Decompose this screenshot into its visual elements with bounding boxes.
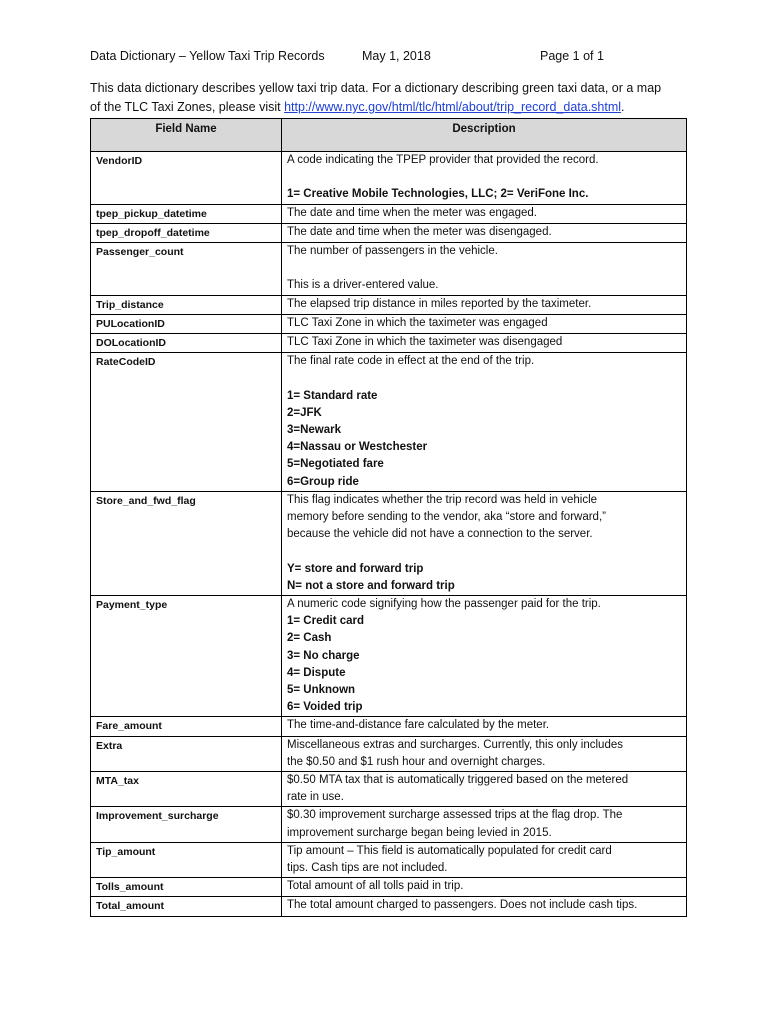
table-row [91,596,687,717]
intro-line-2-suffix: . [621,100,625,114]
description-cell [282,596,687,717]
description-line: The date and time when the meter was disengaged. [287,225,552,238]
description-line: $0.30 improvement surcharge assessed trips at the flag drop. The [287,809,623,822]
description-line: 4= Dispute [287,666,346,679]
description-line: The total amount charged to passengers. Does not include cash tips. [287,899,638,912]
header-description: Description [282,119,687,152]
description-cell [282,878,687,897]
description-line: 1= Standard rate [287,389,378,402]
field-name-cell: Passenger_count [91,243,282,296]
description-line: the $0.50 and $1 rush hour and overnight charges. [287,755,546,768]
field-name-cell: Tolls_amount [91,878,282,897]
description-line: Tip amount – This field is automatically populated for credit card [287,844,612,857]
table-row [91,152,687,205]
table-row [91,204,687,223]
description-line: 5= Unknown [287,684,356,697]
description-line: The elapsed trip distance in miles reported by the taximeter. [287,297,592,310]
description-cell [282,314,687,333]
table-row [91,243,687,296]
description-cell [282,152,687,205]
document-title: Data Dictionary – Yellow Taxi Trip Records [90,49,325,63]
field-name-cell: DOLocationID [91,334,282,353]
table-row [91,223,687,242]
description-line: because the vehicle did not have a connection to the server. [287,528,593,541]
document-date: May 1, 2018 [362,49,431,63]
description-line: 6=Group ride [287,475,359,488]
description-line: 3=Newark [287,424,342,436]
header-field-name: Field Name [91,119,282,152]
page-number: Page 1 of 1 [540,49,604,63]
table-row [91,491,687,595]
field-name-cell: PULocationID [91,314,282,333]
field-name-cell: RateCodeID [91,353,282,492]
description-line: A code indicating the TPEP provider that provided the record. [287,154,599,166]
trip-record-data-link[interactable]: http://www.nyc.gov/html/tlc/html/about/trip_record_data.shtml [284,100,622,114]
description-line: The number of passengers in the vehicle. [287,245,498,257]
field-name-cell: Improvement_surcharge [91,807,282,842]
field-name-cell: VendorID [91,152,282,205]
description-cell [282,807,687,842]
data-dictionary-table [90,118,687,917]
table-row [91,353,687,492]
description-line: TLC Taxi Zone in which the taximeter was engaged [287,316,548,329]
description-line: The final rate code in effect at the end of the trip. [287,355,535,368]
table-row [91,717,687,736]
description-cell [282,897,687,916]
description-line: This flag indicates whether the trip record was held in vehicle [287,493,598,506]
description-line: 3= No charge [287,649,360,662]
intro-line-1: This data dictionary describes yellow taxi trip data. For a dictionary describing green taxi data, or a map [90,81,662,95]
description-line: Y= store and forward trip [287,562,424,575]
paragraph-gap [287,260,681,277]
description-line: The time-and-distance fare calculated by the meter. [287,719,550,732]
intro-paragraph [90,79,690,117]
description-line: The date and time when the meter was engaged. [287,206,537,219]
paragraph-gap [287,370,681,387]
description-cell [282,772,687,807]
description-cell [282,736,687,771]
description-line: 1= Credit card [287,615,365,628]
table-row [91,334,687,353]
paragraph-gap [287,543,681,560]
description-cell [282,295,687,314]
table-row [91,295,687,314]
description-line: 6= Voided trip [287,701,363,714]
description-line: Miscellaneous extras and surcharges. Currently, this only includes [287,738,623,751]
description-cell [282,717,687,736]
description-line: TLC Taxi Zone in which the taximeter was disengaged [287,336,563,348]
table-row [91,878,687,897]
table-row [91,314,687,333]
description-line: 1= Creative Mobile Technologies, LLC; 2= VeriFone Inc. [287,188,589,201]
table-row [91,807,687,842]
description-line: rate in use. [287,791,344,804]
description-line: This is a driver-entered value. [287,279,439,292]
description-line: 4=Nassau or Westchester [287,441,428,454]
table-header-row [91,119,687,152]
intro-line-2-prefix: of the TLC Taxi Zones, please visit [90,100,285,114]
description-cell [282,243,687,296]
field-name-cell: Payment_type [91,596,282,717]
description-cell [282,353,687,492]
field-name-cell: tpep_pickup_datetime [91,204,282,223]
description-line: N= not a store and forward trip [287,579,455,592]
table-row [91,736,687,771]
field-name-cell: Tip_amount [91,842,282,877]
paragraph-gap [287,169,681,186]
description-line: tips. Cash tips are not included. [287,862,448,875]
description-line: A numeric code signifying how the passenger paid for the trip. [287,598,601,611]
field-name-cell: Trip_distance [91,295,282,314]
field-name-cell: Total_amount [91,897,282,916]
description-cell [282,204,687,223]
description-line: memory before sending to the vendor, aka “store and forward,” [287,511,606,524]
field-name-cell: tpep_dropoff_datetime [91,223,282,242]
description-line: 2=JFK [287,406,322,419]
field-name-cell: MTA_tax [91,772,282,807]
table-row [91,842,687,877]
field-name-cell: Store_and_fwd_flag [91,491,282,595]
description-line: improvement surcharge began being levied in 2015. [287,826,552,839]
description-cell [282,334,687,353]
table-row [91,897,687,916]
description-line: 2= Cash [287,632,332,645]
field-name-cell: Fare_amount [91,717,282,736]
table-row [91,772,687,807]
description-line: 5=Negotiated fare [287,458,384,471]
description-cell [282,223,687,242]
description-cell [282,842,687,877]
page-header [90,48,690,66]
description-cell [282,491,687,595]
description-line: $0.50 MTA tax that is automatically triggered based on the metered [287,774,629,787]
description-line: Total amount of all tolls paid in trip. [287,880,464,893]
field-name-cell: Extra [91,736,282,771]
